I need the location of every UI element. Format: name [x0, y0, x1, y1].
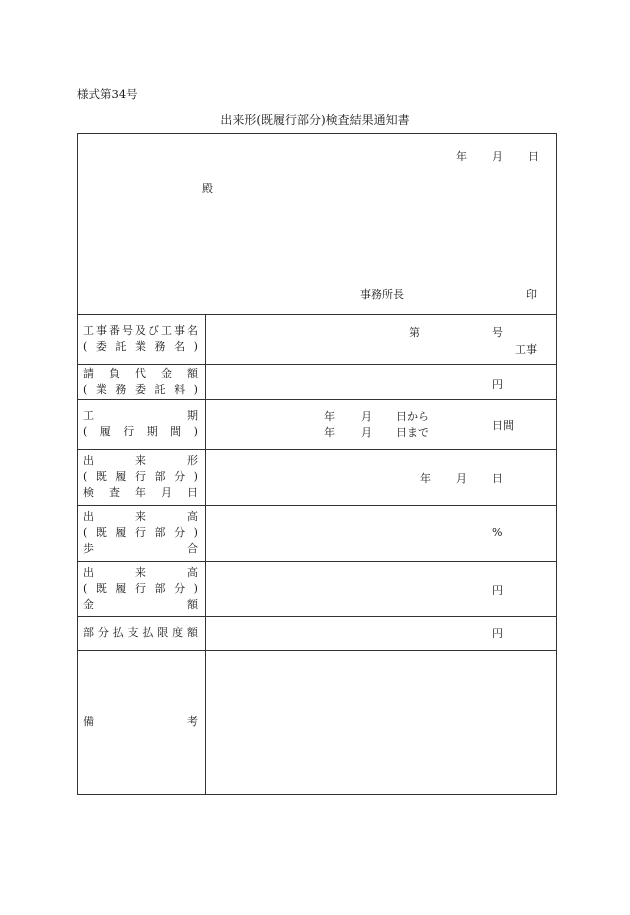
inspection-date-label [83, 453, 198, 501]
date-year: 年 [456, 150, 467, 163]
sender-title: 事務所長 [360, 288, 404, 301]
remarks-label [83, 714, 198, 730]
days-unit: 日間 [492, 419, 514, 432]
progress-rate-label [83, 509, 198, 557]
inspection-month: 月 [456, 472, 467, 485]
to-year: 年 [324, 426, 335, 439]
yen-unit: 円 [492, 584, 503, 597]
date-day: 日 [528, 150, 539, 163]
label-line: ( 既 履 行 部 分 ) [83, 526, 198, 539]
percent-unit: % [492, 526, 503, 539]
divider [78, 449, 556, 450]
document-title: 出来形(既履行部分)検査結果通知書 [220, 113, 410, 127]
divider [78, 616, 556, 617]
label-line: 出 来 高 [83, 510, 198, 523]
divider [78, 650, 556, 651]
label-line: 請 負 代 金 額 [83, 367, 198, 380]
divider [78, 314, 556, 315]
label-line: ( 委 託 業 務 名 ) [83, 340, 198, 353]
progress-amount-label [83, 565, 198, 613]
label-line: ( 業 務 委 託 料 ) [83, 383, 198, 396]
label-line: ( 履 行 期 間 ) [83, 425, 198, 438]
inspection-day: 日 [492, 472, 503, 485]
date-month: 月 [492, 150, 503, 163]
label-line: 備 考 [83, 715, 198, 728]
form-table [77, 133, 557, 795]
divider [78, 561, 556, 562]
kind-label: 工事 [515, 343, 537, 356]
addressee-suffix: 殿 [202, 182, 213, 195]
number-suffix: 号 [492, 326, 503, 339]
construction-label [83, 323, 198, 355]
yen-unit: 円 [492, 627, 503, 640]
form-number: 様式第34号 [77, 87, 138, 101]
number-prefix: 第 [409, 326, 420, 339]
label-line: ( 既 履 行 部 分 ) [83, 582, 198, 595]
label-line: 工 事 番 号 及 び 工 事 名 [83, 324, 198, 337]
period-label [83, 408, 198, 440]
label-line: 部 分 払 支 払 限 度 額 [83, 626, 198, 639]
label-line: 工 期 [83, 409, 198, 422]
from-day: 日から [396, 410, 429, 423]
to-month: 月 [361, 426, 372, 439]
label-line: 歩 合 [83, 542, 198, 555]
label-line: 出 来 形 [83, 454, 198, 467]
label-line: ( 既 履 行 部 分 ) [83, 470, 198, 483]
contract-amount-label [83, 366, 198, 398]
divider [78, 364, 556, 365]
from-year: 年 [324, 410, 335, 423]
yen-unit: 円 [492, 378, 503, 391]
inspection-year: 年 [420, 472, 431, 485]
column-divider [205, 314, 206, 794]
divider [78, 505, 556, 506]
partial-payment-label [83, 625, 198, 641]
from-month: 月 [361, 410, 372, 423]
divider [78, 399, 556, 400]
label-line: 検 査 年 月 日 [83, 486, 198, 499]
to-day: 日まで [396, 426, 429, 439]
seal-mark: 印 [526, 288, 537, 301]
label-line: 出 来 高 [83, 566, 198, 579]
label-line: 金 額 [83, 598, 198, 611]
